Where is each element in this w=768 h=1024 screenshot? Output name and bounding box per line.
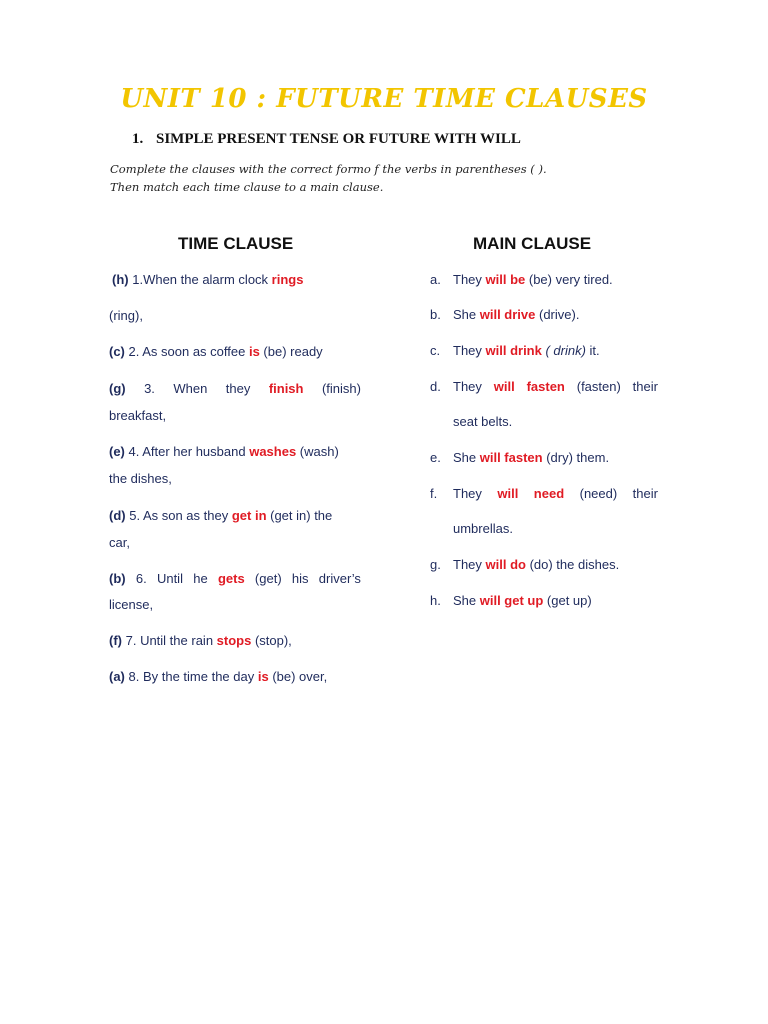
clause-word: his — [291, 571, 309, 586]
main-clause-item — [430, 307, 658, 322]
clause-text: ( drink) — [541, 343, 586, 358]
clause-text: (drive). — [535, 307, 580, 322]
clause-text: 2. As soon as coffee — [124, 344, 249, 359]
clause-text: (wash) — [296, 444, 339, 459]
clause-text: (dry) them. — [542, 450, 610, 465]
clause-word: he — [193, 571, 208, 586]
clause-text: They — [453, 343, 486, 358]
match-letter: (e) — [109, 444, 125, 459]
clause-text: (get up) — [543, 593, 592, 608]
answer-verb: stops — [216, 633, 252, 648]
clause-text: 8. By the time the day — [124, 669, 258, 684]
item-letter: a. — [430, 272, 441, 287]
main-clause-continuation: seat belts. — [453, 414, 513, 429]
answer-verb: rings — [271, 272, 304, 287]
answer-verb: will be — [485, 272, 526, 287]
answer-verb: get in — [231, 508, 267, 523]
answer-verb: will fasten — [493, 379, 565, 394]
clause-text: She — [453, 593, 480, 608]
time-clause-continuation: license, — [109, 597, 154, 612]
match-letter: (d) — [109, 508, 126, 523]
main-clause-item — [430, 450, 658, 465]
answer-verb: is — [257, 669, 269, 684]
clause-word: When — [173, 381, 208, 396]
match-letter: (b) — [109, 571, 126, 586]
clause-text: 1.When the alarm clock — [128, 272, 272, 287]
clause-text: 7. Until the rain — [122, 633, 217, 648]
clause-text: 4. After her husband — [124, 444, 250, 459]
time-clause-item — [109, 669, 361, 684]
time-clause-item — [109, 444, 361, 459]
clause-word: They — [453, 486, 482, 501]
item-letter: b. — [430, 307, 441, 322]
answer-verb: will fasten — [479, 450, 543, 465]
instructions — [110, 160, 670, 196]
time-clause-item — [109, 381, 361, 396]
clause-text: (get in) the — [266, 508, 333, 523]
main-clause-continuation: umbrellas. — [453, 521, 513, 536]
clause-word: they — [225, 381, 251, 396]
answer-verb: will — [497, 486, 519, 501]
instruction-line: Complete the clauses with the correct formo f the verbs in parentheses ( ). — [110, 162, 547, 176]
time-clause-item — [109, 344, 361, 359]
clause-word: (need) — [579, 486, 618, 501]
clause-text: She — [453, 450, 480, 465]
time-clause-continuation: car, — [109, 535, 130, 550]
match-letter: (a) — [109, 669, 125, 684]
main-clause-item — [430, 557, 658, 572]
item-letter: f. — [430, 486, 438, 501]
clause-text: She — [453, 307, 480, 322]
clause-text: (be) over, — [268, 669, 328, 684]
time-clause-item — [112, 272, 364, 287]
clause-text: (be) ready — [259, 344, 323, 359]
match-letter: (f) — [109, 633, 122, 648]
clause-word: (finish) — [321, 381, 361, 396]
answer-verb: will drive — [479, 307, 536, 322]
item-letter: c. — [430, 343, 441, 358]
answer-verb: finish — [268, 381, 304, 396]
answer-verb: washes — [249, 444, 297, 459]
clause-text: They — [453, 272, 486, 287]
match-letter: (g) — [109, 381, 126, 396]
instruction-line: Then match each time clause to a main clause. — [110, 180, 384, 194]
clause-word: They — [453, 379, 482, 394]
main-clause-item — [430, 486, 658, 501]
answer-verb: will drink — [485, 343, 542, 358]
time-clause-continuation: breakfast, — [109, 408, 167, 423]
match-letter: (c) — [109, 344, 125, 359]
time-clause-item — [109, 571, 361, 586]
answer-verb: gets — [217, 571, 245, 586]
page-title: UNIT 10 : FUTURE TIME CLAUSES — [120, 84, 648, 114]
main-clause-item — [430, 343, 658, 358]
time-clause-item — [109, 508, 361, 523]
answer-verb: is — [248, 344, 260, 359]
time-clause-header: TIME CLAUSE — [178, 234, 294, 253]
main-clause-item — [430, 379, 658, 394]
clause-text: 5. As son as they — [125, 508, 232, 523]
time-clause-continuation: the dishes, — [109, 471, 172, 486]
clause-word: Until — [156, 571, 183, 586]
answer-verb: need — [533, 486, 565, 501]
clause-word: (fasten) — [576, 379, 621, 394]
main-clause-item — [430, 272, 658, 287]
clause-number: 3. — [144, 381, 155, 396]
time-clause-continuation: (ring), — [109, 308, 143, 323]
section-heading-text: SIMPLE PRESENT TENSE OR FUTURE WITH WILL — [156, 131, 521, 147]
main-clause-item — [430, 593, 658, 608]
answer-verb: will get up — [479, 593, 544, 608]
clause-text: (be) very tired. — [525, 272, 613, 287]
answer-verb: will do — [485, 557, 526, 572]
clause-word: driver’s — [318, 571, 361, 586]
clause-text: (do) the dishes. — [525, 557, 620, 572]
clause-text: it. — [585, 343, 600, 358]
item-letter: g. — [430, 557, 441, 572]
time-clause-item — [109, 633, 361, 648]
clause-text: They — [453, 557, 486, 572]
match-letter: (h) — [112, 272, 129, 287]
clause-text: (stop), — [251, 633, 292, 648]
section-heading — [132, 131, 521, 148]
item-letter: e. — [430, 450, 441, 465]
clause-word: their — [632, 486, 658, 501]
item-letter: h. — [430, 593, 441, 608]
clause-word: their — [632, 379, 658, 394]
main-clause-header: MAIN CLAUSE — [473, 234, 592, 253]
item-letter: d. — [430, 379, 441, 394]
section-number: 1. — [132, 131, 144, 147]
clause-number: 6. — [135, 571, 147, 586]
clause-word: (get) — [254, 571, 282, 586]
